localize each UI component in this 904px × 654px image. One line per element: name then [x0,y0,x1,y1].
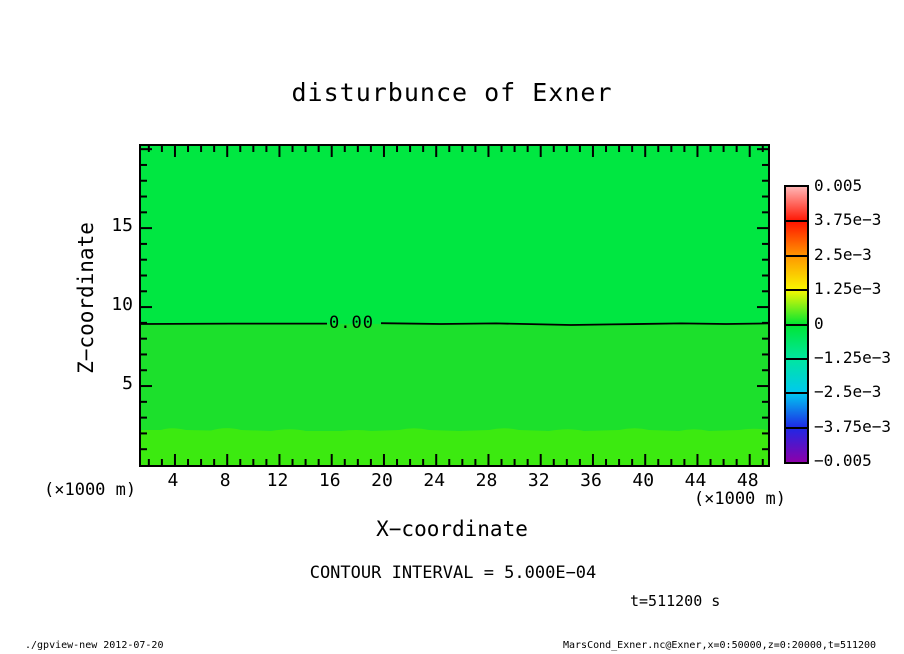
y-tick-label: 10 [111,294,133,316]
colorbar-level-divider [786,324,807,326]
y-axis-title: Z−coordinate [74,222,98,374]
colorbar-level-divider [786,427,807,429]
contour-plot-canvas [141,146,768,465]
x-tick-label: 40 [632,470,655,491]
colorbar-tick-label: 3.75e−3 [814,210,882,230]
colorbar-tick-label: −1.25e−3 [814,347,892,367]
colorbar-tick-label: −2.5e−3 [814,382,882,402]
contour-interval-text: CONTOUR INTERVAL = 5.000E−04 [309,563,597,583]
footer-source-info: MarsCond_Exner.nc@Exner,x=0:50000,z=0:20000,t=511200 [563,640,877,651]
plot-title: disturbunce of Exner [291,78,613,107]
colorbar-level-divider [786,392,807,394]
zero-contour-line [141,323,768,325]
zero-contour-label: 0.00 [329,313,374,333]
fill-band-bottom [141,428,768,465]
x-tick-label: 8 [219,470,231,491]
x-axis-unit-label: (×1000 m) [693,489,786,509]
x-tick-label: 24 [423,470,446,491]
y-tick-label: 5 [122,373,133,395]
axis-tick-marks [141,146,768,465]
footer-command-line: ./gpview-new 2012-07-20 [25,640,164,651]
x-tick-label: 12 [266,470,289,491]
plot-area [139,144,770,467]
colorbar [784,185,809,464]
colorbar-level-divider [786,289,807,291]
colorbar-level-divider [786,255,807,257]
colorbar-tick-label: 0 [814,313,824,333]
x-tick-label: 4 [167,470,179,491]
colorbar-tick-label: 2.5e−3 [814,244,872,264]
colorbar-tick-label: 0.005 [814,176,863,195]
x-tick-label: 20 [371,470,393,491]
colorbar-level-divider [786,220,807,222]
colorbar-tick-label: −3.75e−3 [814,416,892,436]
y-tick-label: 15 [111,215,133,237]
colorbar-level-divider [786,358,807,360]
x-tick-label: 44 [684,470,707,491]
x-tick-label: 16 [318,470,341,491]
colorbar-tick-label: −0.005 [814,451,872,470]
x-tick-label: 36 [580,470,602,491]
x-tick-label: 32 [527,470,550,491]
x-tick-label: 48 [736,470,759,491]
colorbar-tick-label: 1.25e−3 [814,279,882,299]
x-tick-label: 28 [475,470,498,491]
time-stamp-label: t=511200 s [630,592,721,610]
y-axis-unit-label: (×1000 m) [44,480,137,500]
x-axis-title: X−coordinate [376,517,528,541]
